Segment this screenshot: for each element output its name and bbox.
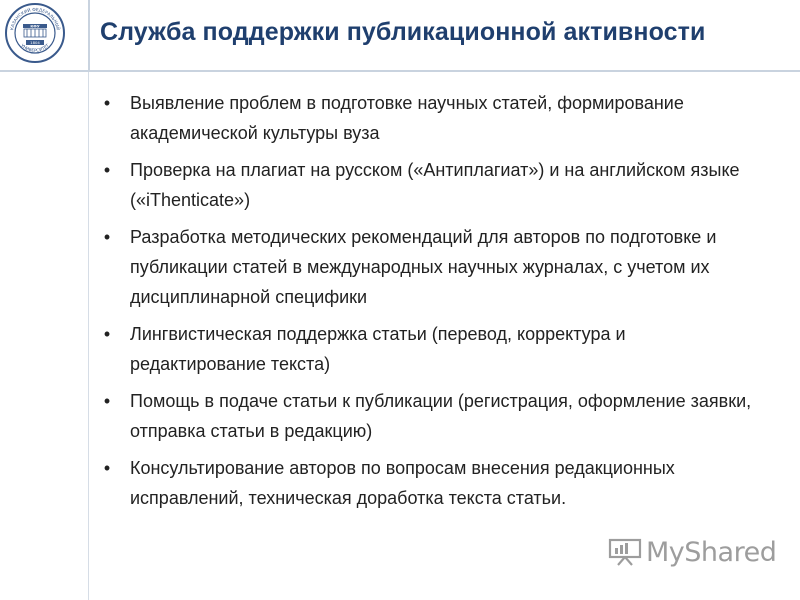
left-rule <box>88 72 89 600</box>
bullet-text: Консультирование авторов по вопросам внесения редакционных исправлений, техническая доработка текста статьи. <box>130 458 675 508</box>
watermark-text: MyShared <box>646 536 777 568</box>
bullet-icon: • <box>103 160 111 180</box>
bullet-icon: • <box>103 93 111 113</box>
list-item <box>100 222 760 312</box>
header-rule <box>0 70 800 72</box>
bullet-icon: • <box>103 458 111 478</box>
header-divider <box>88 0 90 72</box>
bullet-icon: • <box>103 391 111 411</box>
bullet-text: Проверка на плагиат на русском («Антиплагиат») и на английском языке («iThenticate») <box>130 160 740 210</box>
bullet-text: Помощь в подаче статьи к публикации (регистрация, оформление заявки, отправка статьи в редакцию) <box>130 391 752 441</box>
bullet-text: Лингвистическая поддержка статьи (перевод, корректура и редактирование текста) <box>130 324 626 374</box>
seal-text-bottom: УНИВЕРСИТЕТ <box>19 43 51 54</box>
seal-text-top: КАЗАНСКИЙ ФЕДЕРАЛЬНЫЙ <box>10 7 60 31</box>
bullet-text: Разработка методических рекомендаций для авторов по подготовке и публикации статей в международных научных журналах, с учетом их дисциплинарной специфики <box>130 227 717 307</box>
bullet-text: Выявление проблем в подготовке научных статей, формирование академической культуры вуза <box>130 93 684 143</box>
list-item <box>100 453 760 513</box>
list-item <box>100 155 760 215</box>
seal-abbr: КФУ <box>30 24 40 29</box>
seal-year: 1804 <box>30 40 40 45</box>
list-item <box>100 319 760 379</box>
presentation-board-icon <box>608 537 642 567</box>
list-item <box>100 386 760 446</box>
bullet-list <box>100 88 760 520</box>
bullet-icon: • <box>103 324 111 344</box>
watermark <box>608 534 776 570</box>
university-seal-logo <box>4 2 66 64</box>
slide-header <box>0 0 800 72</box>
page-title: Служба поддержки публикационной активности <box>100 18 706 46</box>
bullet-icon: • <box>103 227 111 247</box>
list-item <box>100 88 760 148</box>
